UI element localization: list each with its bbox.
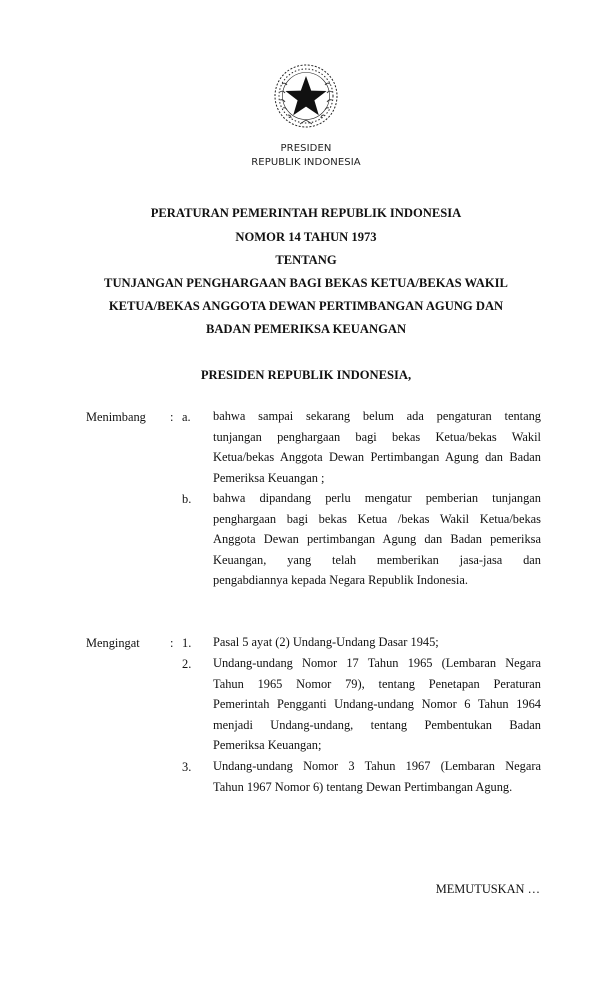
text-line: menjadi Undang-undang, tentang Pembentukan Badan <box>213 717 541 732</box>
garuda-star-wreath-emblem-icon <box>272 62 340 130</box>
mengingat-marker-1: 1. <box>182 636 192 650</box>
text-line: Pasal 5 ayat (2) Undang-Undang Dasar 1945; <box>213 635 439 649</box>
menimbang-item-b <box>213 488 541 591</box>
continuation-note: MEMUTUSKAN … <box>435 882 540 896</box>
mengingat-item-2 <box>213 653 541 756</box>
menimbang-marker-a: a. <box>182 410 191 424</box>
text-line: Keuangan, yang telah memberikan jasa-jasa dan <box>213 552 541 567</box>
title-line-1: PERATURAN PEMERINTAH REPUBLIK INDONESIA <box>150 206 462 220</box>
enacting-clause: PRESIDEN REPUBLIK INDONESIA, <box>200 368 412 382</box>
mengingat-colon: : <box>170 636 174 650</box>
title-line-6: BADAN PEMERIKSA KEUANGAN <box>205 322 407 336</box>
text-line: Undang-undang Nomor 17 Tahun 1965 (Lembaran Negara <box>213 656 541 670</box>
mengingat-marker-2: 2. <box>182 657 192 671</box>
mengingat-label: Mengingat <box>86 636 140 650</box>
menimbang-label: Menimbang <box>86 410 146 424</box>
mengingat-item-3 <box>213 756 541 797</box>
header-presiden: PRESIDEN <box>280 143 332 154</box>
mengingat-item-1 <box>213 632 541 653</box>
text-line: bahwa sampai sekarang belum ada pengaturan tentang <box>213 409 541 423</box>
menimbang-item-a <box>213 406 541 488</box>
text-line: Undang-undang Nomor 3 Tahun 1967 (Lembaran Negara <box>213 759 541 773</box>
title-line-2: NOMOR 14 TAHUN 1973 <box>235 230 377 244</box>
title-line-4: TUNJANGAN PENGHARGAAN BAGI BEKAS KETUA/BEKAS WAKIL <box>104 276 508 290</box>
text-line: Ketua/bekas Anggota Dewan Pertimbangan Agung dan Badan <box>213 450 541 465</box>
text-line: pengabdiannya kepada Negara Republik Indonesia. <box>213 573 468 588</box>
text-line: Tahun 1965 Nomor 79), tentang Penetapan Peraturan <box>213 676 541 691</box>
title-line-3: TENTANG <box>275 253 337 267</box>
text-line: Tahun 1967 Nomor 6) tentang Dewan Pertimbangan Agung. <box>213 779 513 794</box>
text-line: Pemeriksa Keuangan; <box>213 738 322 753</box>
text-line: tunjangan penghargaan bagi bekas Ketua/bekas Wakil <box>213 429 541 444</box>
text-line: Pemeriksa Keuangan ; <box>213 470 325 485</box>
title-line-5: KETUA/BEKAS ANGGOTA DEWAN PERTIMBANGAN AGUNG DAN <box>108 299 504 313</box>
text-line: bahwa dipandang perlu mengatur pemberian tunjangan <box>213 491 541 505</box>
header-republik-indonesia: REPUBLIK INDONESIA <box>251 157 361 168</box>
text-line: Anggota Dewan pertimbangan Agung dan Badan pemeriksa <box>213 532 541 547</box>
menimbang-marker-b: b. <box>182 492 192 506</box>
mengingat-marker-3: 3. <box>182 760 192 774</box>
menimbang-colon: : <box>170 410 174 424</box>
text-line: Pemerintah Pengganti Undang-undang Nomor 6 Tahun 1964 <box>213 697 541 712</box>
text-line: penghargaan bagi bekas Ketua /bekas Wakil Ketua/bekas <box>213 511 541 526</box>
